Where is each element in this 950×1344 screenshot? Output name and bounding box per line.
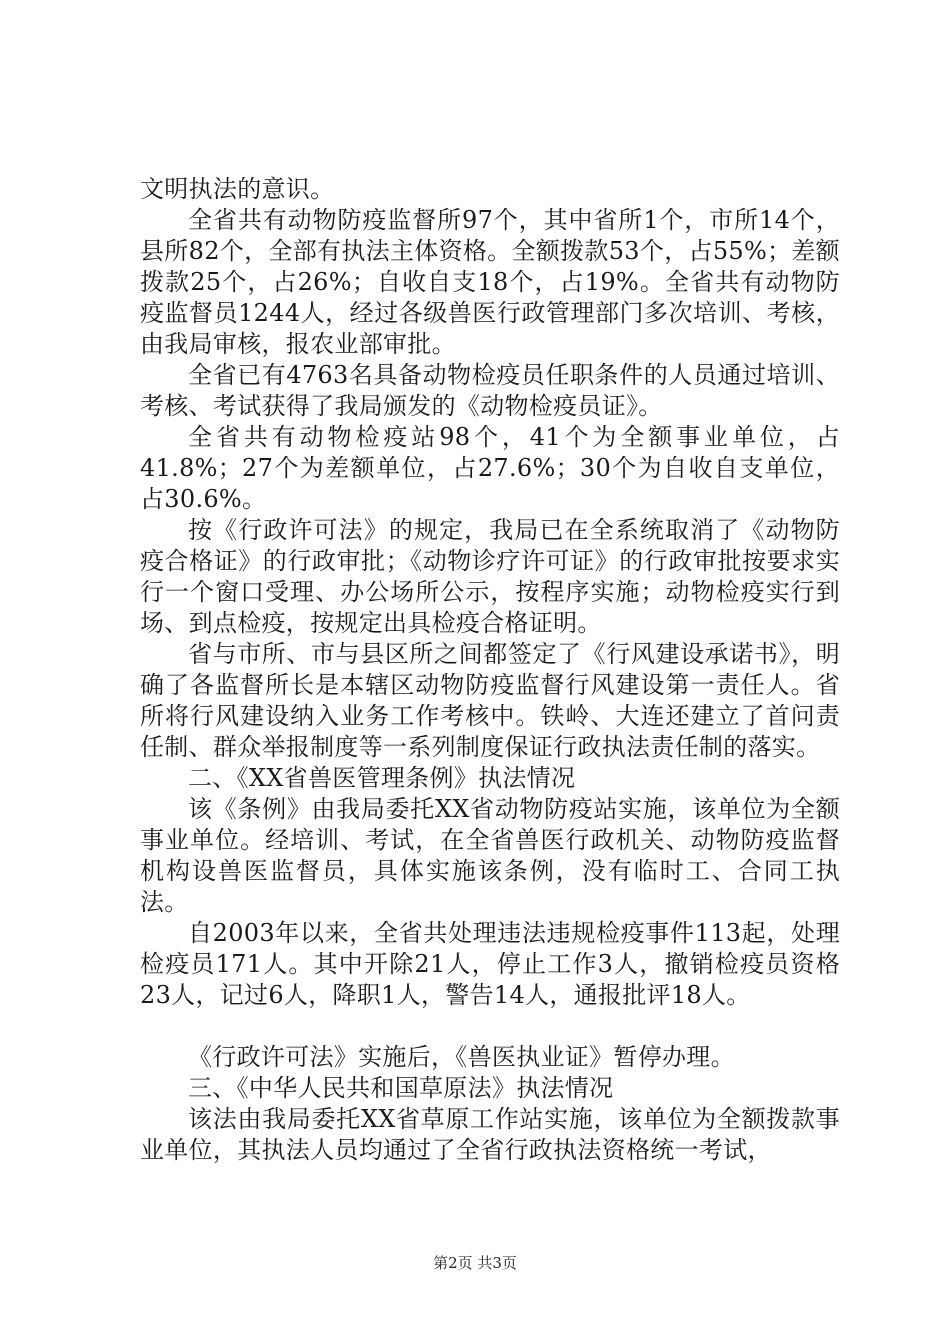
section-heading: 二、《XX省兽医管理条例》执法情况 [188,764,576,792]
paragraph: 该法由我局委托XX省草原工作站实施，该单位为全额拨款事业单位，其执法人员均通过了全省行政执法资格统一考试， [140,1105,840,1164]
document-body [140,174,840,1166]
paragraph: 全省已有4763名具备动物检疫员任职条件的人员通过培训、考核、考试获得了我局颁发的《动物检疫员证》。 [140,361,840,420]
paragraph: 省与市所、市与县区所之间都签定了《行风建设承诺书》，明确了各监督所长是本辖区动物防疫监督行风建设第一责任人。省所将行风建设纳入业务工作考核中。铁岭、大连还建立了首问责任制、群众举报制度等一系列制度保证行政执法责任制的落实。 [140,640,840,761]
paragraph: 全省共有动物检疫站98个，41个为全额事业单位，占41.8%；27个为差额单位，占27.6%；30个为自收自支单位，占30.6%。 [140,423,840,513]
page-number-footer: 第2页 共3页 [433,1254,517,1272]
paragraph: 全省共有动物防疫监督所97个，其中省所1个，市所14个，县所82个，全部有执法主体资格。全额拨款53个，占55%；差额拨款25个，占26%；自收自支18个，占19%。全省共有动物防疫监督员1244人，经过各级兽医行政管理部门多次培训、考核，由我局审核，报农业部审批。 [140,206,840,358]
blank-line [140,1011,840,1042]
paragraph: 自2003年以来，全省共处理违法违规检疫事件113起，处理检疫员171人。其中开除21人，停止工作3人，撤销检疫员资格23人，记过6人，降职1人，警告14人，通报批评18人。 [140,919,840,1009]
paragraph: 按《行政许可法》的规定，我局已在全系统取消了《动物防疫合格证》的行政审批；《动物诊疗许可证》的行政审批按要求实行一个窗口受理、办公场所公示，按程序实施；动物检疫实行到场、到点检疫，按规定出具检疫合格证明。 [140,516,840,637]
paragraph: 文明执法的意识。 [140,175,335,203]
paragraph: 该《条例》由我局委托XX省动物防疫站实施，该单位为全额事业单位。经培训、考试，在全省兽医行政机关、动物防疫监督机构设兽医监督员，具体实施该条例，没有临时工、合同工执法。 [140,795,840,916]
paragraph: 《行政许可法》实施后，《兽医执业证》暂停办理。 [188,1043,735,1071]
section-heading: 三、《中华人民共和国草原法》执法情况 [188,1074,614,1102]
